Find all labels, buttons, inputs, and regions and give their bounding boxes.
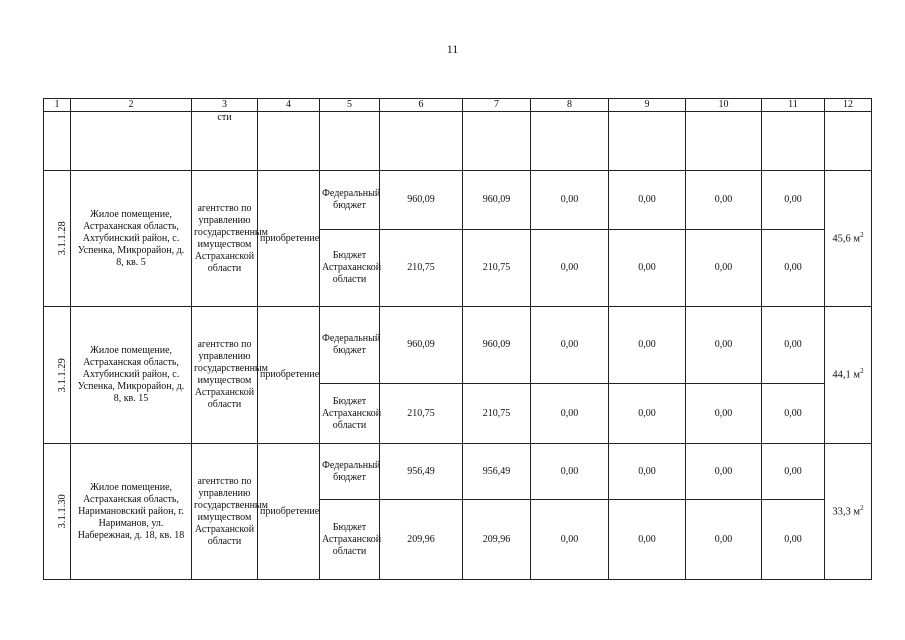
amount-cell: 0,00: [531, 307, 609, 384]
area-cell: [825, 171, 872, 307]
column-header: 7: [463, 99, 531, 112]
amount-cell: 0,00: [609, 307, 686, 384]
responsible-agency: агентство по управлению государственным имуществом Астраханской области: [192, 444, 258, 580]
area-cell: [825, 444, 872, 580]
responsible-agency: агентство по управлению государственным имуществом Астраханской области: [192, 307, 258, 444]
area-value: 33,3 м: [832, 506, 861, 518]
area-unit-sup: 2: [860, 230, 864, 239]
column-header: 6: [380, 99, 463, 112]
amount-cell: 0,00: [609, 230, 686, 307]
amount-cell: 0,00: [609, 444, 686, 500]
amount-cell: 956,49: [463, 444, 531, 500]
table-row: [44, 307, 872, 384]
column-header: 10: [686, 99, 762, 112]
amount-cell: 209,96: [380, 500, 463, 580]
amount-cell: 0,00: [609, 384, 686, 444]
amount-cell: 960,09: [463, 171, 531, 230]
amount-cell: 0,00: [686, 230, 762, 307]
amount-cell: 210,75: [380, 230, 463, 307]
amount-cell: 0,00: [762, 171, 825, 230]
amount-cell: 0,00: [762, 444, 825, 500]
table-row: [44, 444, 872, 500]
column-number-row: [44, 99, 872, 112]
funding-source: Бюджет Астраханской области: [320, 230, 380, 307]
action-type: приобретение: [258, 307, 320, 444]
amount-cell: 0,00: [686, 307, 762, 384]
object-description: Жилое помещение, Астраханская область, Ахтубинский район, с. Успенка, Микрорайон, д. 8, кв. 15: [71, 307, 192, 444]
amount-cell: 0,00: [531, 384, 609, 444]
column-header: 12: [825, 99, 872, 112]
column-header: 4: [258, 99, 320, 112]
funding-source: Бюджет Астраханской области: [320, 384, 380, 444]
area-unit-sup: 2: [860, 367, 864, 376]
object-description: Жилое помещение, Астраханская область, Наримановский район, г. Нариманов, ул. Набережная, д. 18, кв. 18: [71, 444, 192, 580]
amount-cell: 0,00: [762, 307, 825, 384]
object-description: Жилое помещение, Астраханская область, Ахтубинский район, с. Успенка, Микрорайон, д. 8, кв. 5: [71, 171, 192, 307]
column-header: 9: [609, 99, 686, 112]
amount-cell: 0,00: [686, 444, 762, 500]
program-table: [43, 98, 872, 580]
area-cell: [825, 307, 872, 444]
action-type: приобретение: [258, 444, 320, 580]
column-header: 11: [762, 99, 825, 112]
table-row: [44, 171, 872, 230]
amount-cell: 0,00: [531, 444, 609, 500]
amount-cell: 0,00: [686, 384, 762, 444]
amount-cell: 209,96: [463, 500, 531, 580]
funding-source: Федеральный бюджет: [320, 171, 380, 230]
column-header: 2: [71, 99, 192, 112]
column-header: 1: [44, 99, 71, 112]
column-header: 3: [192, 99, 258, 112]
amount-cell: 0,00: [762, 384, 825, 444]
amount-cell: 0,00: [686, 171, 762, 230]
amount-cell: 956,49: [380, 444, 463, 500]
funding-source: Федеральный бюджет: [320, 444, 380, 500]
amount-cell: 0,00: [531, 230, 609, 307]
continuation-text: сти: [192, 112, 258, 171]
page-number: 11: [446, 42, 459, 56]
area-value: 44,1 м: [832, 369, 861, 381]
amount-cell: 0,00: [762, 500, 825, 580]
amount-cell: 0,00: [762, 230, 825, 307]
amount-cell: 960,09: [380, 171, 463, 230]
area-value: 45,6 м: [832, 233, 861, 245]
responsible-agency: агентство по управлению государственным имуществом Астраханской области: [192, 171, 258, 307]
row-id: 3.1.1.28: [44, 171, 71, 307]
amount-cell: 0,00: [531, 500, 609, 580]
row-id: 3.1.1.29: [44, 307, 71, 444]
amount-cell: 960,09: [380, 307, 463, 384]
amount-cell: 0,00: [531, 171, 609, 230]
column-header: 8: [531, 99, 609, 112]
action-type: приобретение: [258, 171, 320, 307]
row-id: 3.1.1.30: [44, 444, 71, 580]
amount-cell: 0,00: [686, 500, 762, 580]
amount-cell: 0,00: [609, 171, 686, 230]
funding-source: Бюджет Астраханской области: [320, 500, 380, 580]
amount-cell: 210,75: [380, 384, 463, 444]
area-unit-sup: 2: [860, 503, 864, 512]
amount-cell: 960,09: [463, 307, 531, 384]
funding-source: Федеральный бюджет: [320, 307, 380, 384]
column-header: 5: [320, 99, 380, 112]
continuation-row: [44, 112, 872, 171]
table-body: [44, 171, 872, 580]
amount-cell: 210,75: [463, 384, 531, 444]
amount-cell: 210,75: [463, 230, 531, 307]
amount-cell: 0,00: [609, 500, 686, 580]
